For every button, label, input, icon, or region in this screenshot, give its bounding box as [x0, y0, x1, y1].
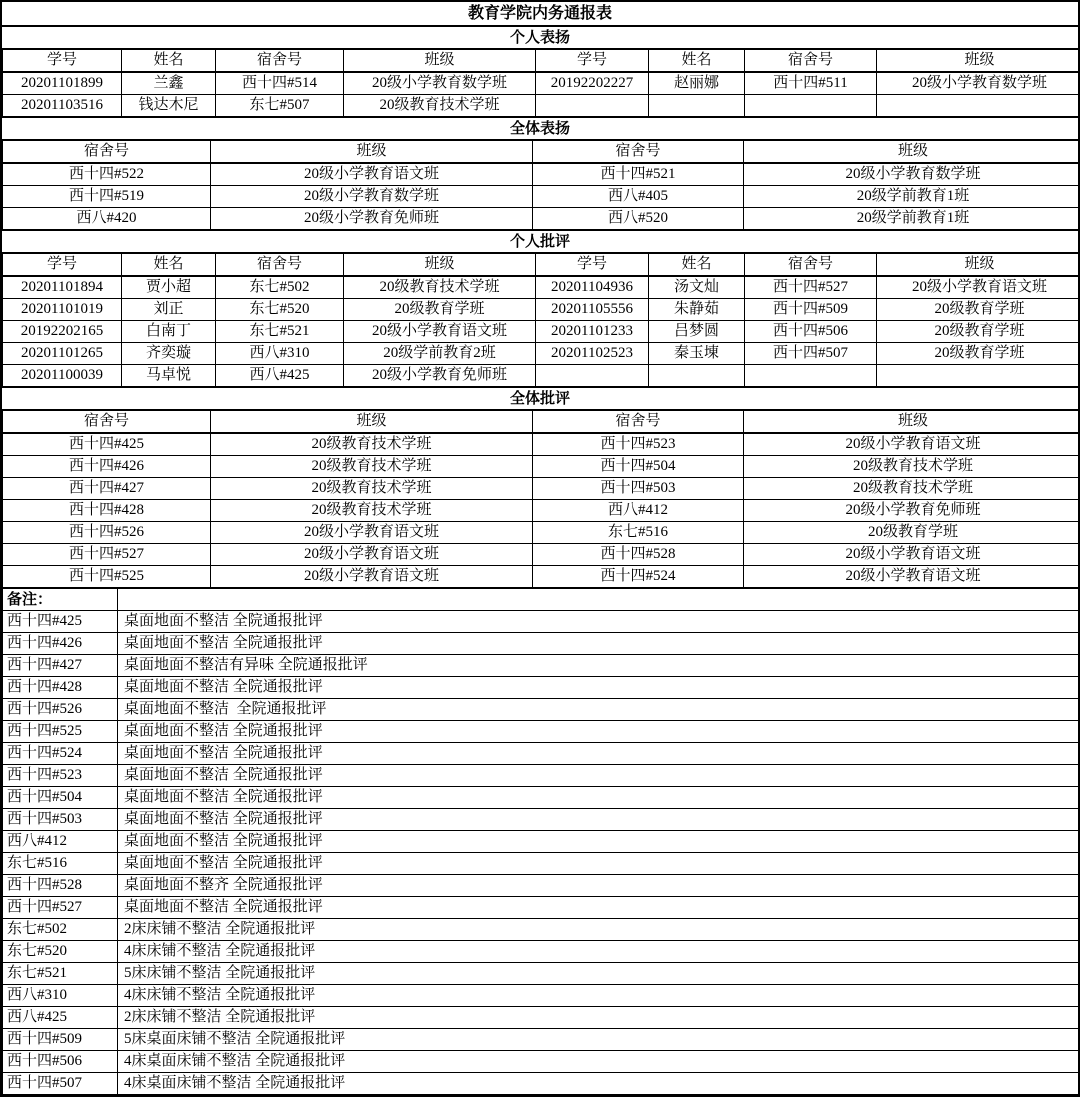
data-cell: 20201103516	[3, 95, 122, 117]
remark-room-cell: 西十四#504	[3, 787, 118, 809]
table-row	[3, 743, 1080, 765]
data-cell: 20级小学教育免师班	[344, 365, 536, 387]
data-cell: 20级小学教育免师班	[744, 500, 1080, 522]
data-cell: 马卓悦	[122, 365, 216, 387]
data-cell: 20级小学教育语文班	[744, 566, 1080, 588]
table-row	[3, 500, 1080, 522]
column-header-row	[3, 254, 1080, 277]
table-row	[3, 163, 1080, 186]
data-cell: 西八#520	[533, 208, 744, 230]
column-header: 班级	[744, 411, 1080, 434]
data-cell: 20201101899	[3, 72, 122, 95]
data-cell: 西十四#527	[3, 544, 211, 566]
data-cell: 20级学前教育1班	[744, 208, 1080, 230]
table-individual-criticism	[2, 253, 1080, 387]
remarks-header-row	[3, 589, 1080, 611]
table-row	[3, 1029, 1080, 1051]
data-cell	[536, 365, 649, 387]
table-row	[3, 566, 1080, 588]
remark-note-cell: 桌面地面不整洁 全院通报批评	[118, 677, 1080, 699]
data-cell: 齐奕璇	[122, 343, 216, 365]
remark-room-cell: 西十四#427	[3, 655, 118, 677]
data-cell: 20级教育技术学班	[744, 456, 1080, 478]
data-cell: 20级小学教育免师班	[211, 208, 533, 230]
table-row	[3, 765, 1080, 787]
data-cell: 西八#425	[216, 365, 344, 387]
column-header: 姓名	[649, 254, 745, 277]
column-header: 班级	[344, 50, 536, 73]
data-cell: 20级小学教育语文班	[744, 433, 1080, 456]
remark-room-cell: 西十四#509	[3, 1029, 118, 1051]
data-cell: 20级教育技术学班	[344, 95, 536, 117]
data-cell: 东七#502	[216, 276, 344, 299]
table-row	[3, 985, 1080, 1007]
data-cell: 20级学前教育1班	[744, 186, 1080, 208]
remark-note-cell: 桌面地面不整洁有异味 全院通报批评	[118, 655, 1080, 677]
table-row	[3, 544, 1080, 566]
column-header: 宿舍号	[745, 50, 877, 73]
data-cell: 20级教育学班	[877, 343, 1080, 365]
table-row	[3, 897, 1080, 919]
remark-note-cell: 桌面地面不整洁 全院通报批评	[118, 699, 1080, 721]
table-row	[3, 365, 1080, 387]
data-cell: 20级小学教育语文班	[877, 276, 1080, 299]
data-cell: 20级小学教育数学班	[344, 72, 536, 95]
table-row	[3, 1073, 1080, 1095]
remark-note-cell: 桌面地面不整洁 全院通报批评	[118, 633, 1080, 655]
data-cell	[745, 95, 877, 117]
remark-note-cell: 2床床铺不整洁 全院通报批评	[118, 1007, 1080, 1029]
data-cell: 西十四#522	[3, 163, 211, 186]
table-row	[3, 611, 1080, 633]
table-row	[3, 1007, 1080, 1029]
remark-room-cell: 西十四#428	[3, 677, 118, 699]
data-cell: 西十四#425	[3, 433, 211, 456]
data-cell: 刘正	[122, 299, 216, 321]
remark-room-cell: 西十四#503	[3, 809, 118, 831]
data-cell: 20级小学教育语文班	[211, 566, 533, 588]
remark-room-cell: 西八#412	[3, 831, 118, 853]
table-row	[3, 853, 1080, 875]
column-header: 姓名	[649, 50, 745, 73]
table-row	[3, 1051, 1080, 1073]
column-header: 班级	[877, 254, 1080, 277]
data-cell: 20级教育技术学班	[211, 478, 533, 500]
data-cell: 20级教育学班	[877, 299, 1080, 321]
data-cell: 20级教育技术学班	[744, 478, 1080, 500]
table-row	[3, 299, 1080, 321]
table-row	[3, 343, 1080, 365]
data-cell: 西十四#523	[533, 433, 744, 456]
table-row	[3, 787, 1080, 809]
data-cell: 20级教育技术学班	[211, 433, 533, 456]
data-cell: 东七#516	[533, 522, 744, 544]
remarks-label: 备注：	[3, 589, 118, 611]
remark-note-cell: 2床床铺不整洁 全院通报批评	[118, 919, 1080, 941]
data-cell: 20201101265	[3, 343, 122, 365]
remark-note-cell: 5床桌面床铺不整洁 全院通报批评	[118, 1029, 1080, 1051]
remark-room-cell: 西十四#527	[3, 897, 118, 919]
remark-note-cell: 桌面地面不整洁 全院通报批评	[118, 853, 1080, 875]
data-cell: 20级小学教育数学班	[744, 163, 1080, 186]
data-cell: 西十四#504	[533, 456, 744, 478]
data-cell: 20级小学教育数学班	[877, 72, 1080, 95]
column-header: 姓名	[122, 50, 216, 73]
data-cell: 20201101019	[3, 299, 122, 321]
table-row	[3, 522, 1080, 544]
data-cell: 西十四#526	[3, 522, 211, 544]
table-group-praise	[2, 140, 1080, 230]
data-cell: 20192202165	[3, 321, 122, 343]
data-cell: 20级小学教育语文班	[744, 544, 1080, 566]
data-cell: 西十四#426	[3, 456, 211, 478]
table-row	[3, 433, 1080, 456]
section-heading-individual-criticism: 个人批评	[2, 230, 1078, 253]
remark-room-cell: 西十四#524	[3, 743, 118, 765]
remark-note-cell: 桌面地面不整洁 全院通报批评	[118, 897, 1080, 919]
data-cell: 汤文灿	[649, 276, 745, 299]
table-row	[3, 655, 1080, 677]
data-cell: 赵丽娜	[649, 72, 745, 95]
remark-room-cell: 西十四#507	[3, 1073, 118, 1095]
remark-room-cell: 西八#310	[3, 985, 118, 1007]
column-header: 学号	[536, 50, 649, 73]
data-cell: 西十四#427	[3, 478, 211, 500]
table-row	[3, 186, 1080, 208]
table-row	[3, 875, 1080, 897]
column-header: 宿舍号	[533, 411, 744, 434]
data-cell	[877, 365, 1080, 387]
remark-room-cell: 西十四#506	[3, 1051, 118, 1073]
remark-room-cell: 西十四#525	[3, 721, 118, 743]
remark-note-cell: 桌面地面不整洁 全院通报批评	[118, 721, 1080, 743]
data-cell: 20级小学教育数学班	[211, 186, 533, 208]
data-cell: 20级教育技术学班	[344, 276, 536, 299]
column-header: 学号	[3, 254, 122, 277]
column-header: 班级	[877, 50, 1080, 73]
remark-note-cell: 桌面地面不整洁 全院通报批评	[118, 831, 1080, 853]
column-header: 宿舍号	[533, 141, 744, 164]
column-header: 宿舍号	[745, 254, 877, 277]
column-header: 班级	[211, 141, 533, 164]
column-header: 姓名	[122, 254, 216, 277]
data-cell: 西十四#521	[533, 163, 744, 186]
table-row	[3, 809, 1080, 831]
column-header-row	[3, 141, 1080, 164]
column-header: 班级	[211, 411, 533, 434]
data-cell: 贾小超	[122, 276, 216, 299]
data-cell: 20201105556	[536, 299, 649, 321]
data-cell: 西十四#428	[3, 500, 211, 522]
remark-note-cell: 桌面地面不整洁 全院通报批评	[118, 611, 1080, 633]
data-cell: 朱静茹	[649, 299, 745, 321]
data-cell: 20201100039	[3, 365, 122, 387]
column-header-row	[3, 411, 1080, 434]
data-cell: 白南丁	[122, 321, 216, 343]
table-row	[3, 633, 1080, 655]
data-cell: 20192202227	[536, 72, 649, 95]
data-cell: 兰鑫	[122, 72, 216, 95]
remark-note-cell: 桌面地面不整洁 全院通报批评	[118, 765, 1080, 787]
table-row	[3, 208, 1080, 230]
data-cell: 20201101233	[536, 321, 649, 343]
data-cell: 西十四#519	[3, 186, 211, 208]
data-cell: 20级小学教育语文班	[211, 163, 533, 186]
table-row	[3, 456, 1080, 478]
table-row	[3, 478, 1080, 500]
remark-note-cell: 4床桌面床铺不整洁 全院通报批评	[118, 1073, 1080, 1095]
data-cell: 20级教育学班	[744, 522, 1080, 544]
table-group-criticism	[2, 410, 1080, 588]
table-row	[3, 72, 1080, 95]
data-cell	[745, 365, 877, 387]
remark-room-cell: 东七#502	[3, 919, 118, 941]
data-cell: 20201104936	[536, 276, 649, 299]
column-header: 宿舍号	[3, 141, 211, 164]
table-row	[3, 677, 1080, 699]
column-header: 学号	[3, 50, 122, 73]
table-remarks	[2, 588, 1080, 1095]
data-cell: 东七#521	[216, 321, 344, 343]
data-cell: 西十四#525	[3, 566, 211, 588]
data-cell: 20级小学教育语文班	[211, 522, 533, 544]
remark-room-cell: 东七#521	[3, 963, 118, 985]
data-cell: 20级教育学班	[877, 321, 1080, 343]
column-header: 宿舍号	[216, 254, 344, 277]
table-row	[3, 919, 1080, 941]
data-cell: 西八#405	[533, 186, 744, 208]
data-cell: 西十四#511	[745, 72, 877, 95]
data-cell: 西十四#524	[533, 566, 744, 588]
column-header: 宿舍号	[216, 50, 344, 73]
remark-room-cell: 东七#516	[3, 853, 118, 875]
data-cell: 西十四#507	[745, 343, 877, 365]
data-cell: 钱达木尼	[122, 95, 216, 117]
remark-room-cell: 东七#520	[3, 941, 118, 963]
remark-room-cell: 西八#425	[3, 1007, 118, 1029]
data-cell: 20级教育学班	[344, 299, 536, 321]
data-cell	[536, 95, 649, 117]
remark-note-cell: 4床桌面床铺不整洁 全院通报批评	[118, 1051, 1080, 1073]
section-heading-individual-praise: 个人表扬	[2, 26, 1078, 49]
table-row	[3, 95, 1080, 117]
data-cell: 吕梦圆	[649, 321, 745, 343]
page-title: 教育学院内务通报表	[2, 2, 1078, 26]
data-cell: 西八#420	[3, 208, 211, 230]
data-cell: 西十四#503	[533, 478, 744, 500]
data-cell: 西十四#528	[533, 544, 744, 566]
data-cell	[877, 95, 1080, 117]
data-cell	[649, 95, 745, 117]
data-cell: 20级小学教育语文班	[344, 321, 536, 343]
data-cell: 西八#412	[533, 500, 744, 522]
empty-cell	[118, 589, 1080, 611]
column-header: 学号	[536, 254, 649, 277]
table-row	[3, 941, 1080, 963]
remark-note-cell: 5床床铺不整洁 全院通报批评	[118, 963, 1080, 985]
section-heading-group-praise: 全体表扬	[2, 117, 1078, 140]
remark-room-cell: 西十四#425	[3, 611, 118, 633]
data-cell: 西十四#527	[745, 276, 877, 299]
table-row	[3, 276, 1080, 299]
remark-note-cell: 4床床铺不整洁 全院通报批评	[118, 985, 1080, 1007]
table-row	[3, 831, 1080, 853]
data-cell: 20级学前教育2班	[344, 343, 536, 365]
remark-room-cell: 西十四#528	[3, 875, 118, 897]
data-cell	[649, 365, 745, 387]
column-header: 宿舍号	[3, 411, 211, 434]
table-individual-praise	[2, 49, 1080, 117]
data-cell: 东七#507	[216, 95, 344, 117]
column-header: 班级	[344, 254, 536, 277]
remark-room-cell: 西十四#426	[3, 633, 118, 655]
remark-room-cell: 西十四#523	[3, 765, 118, 787]
data-cell: 20级教育技术学班	[211, 456, 533, 478]
data-cell: 西十四#514	[216, 72, 344, 95]
remark-note-cell: 桌面地面不整洁 全院通报批评	[118, 743, 1080, 765]
remark-note-cell: 桌面地面不整洁 全院通报批评	[118, 787, 1080, 809]
data-cell: 秦玉埬	[649, 343, 745, 365]
table-row	[3, 963, 1080, 985]
data-cell: 20级教育技术学班	[211, 500, 533, 522]
table-row	[3, 699, 1080, 721]
remark-note-cell: 4床床铺不整洁 全院通报批评	[118, 941, 1080, 963]
data-cell: 西十四#509	[745, 299, 877, 321]
data-cell: 西十四#506	[745, 321, 877, 343]
data-cell: 西八#310	[216, 343, 344, 365]
table-row	[3, 721, 1080, 743]
section-heading-group-criticism: 全体批评	[2, 387, 1078, 410]
data-cell: 20级小学教育语文班	[211, 544, 533, 566]
remark-note-cell: 桌面地面不整齐 全院通报批评	[118, 875, 1080, 897]
column-header: 班级	[744, 141, 1080, 164]
remark-note-cell: 桌面地面不整洁 全院通报批评	[118, 809, 1080, 831]
column-header-row	[3, 50, 1080, 73]
table-row	[3, 321, 1080, 343]
remark-room-cell: 西十四#526	[3, 699, 118, 721]
data-cell: 20201102523	[536, 343, 649, 365]
data-cell: 东七#520	[216, 299, 344, 321]
data-cell: 20201101894	[3, 276, 122, 299]
